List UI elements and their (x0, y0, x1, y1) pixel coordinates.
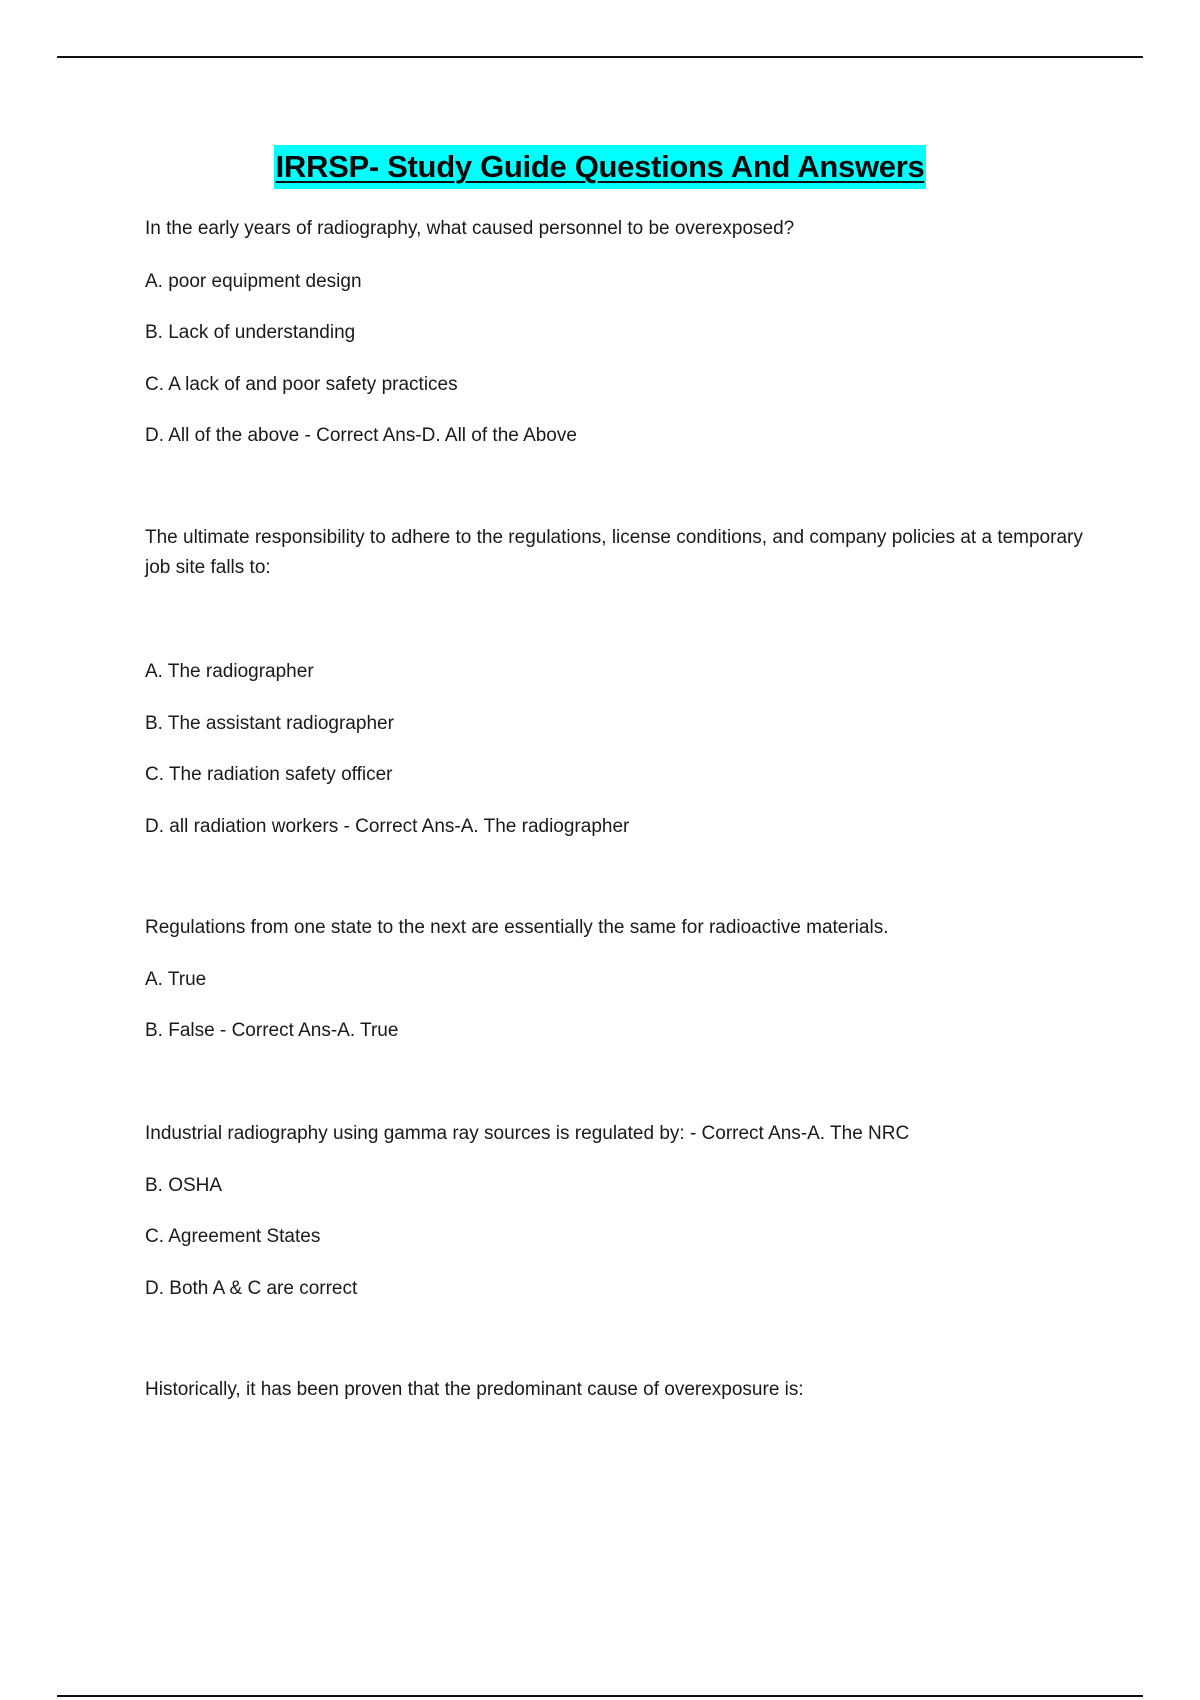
question-1-option-d: D. All of the above - Correct Ans-D. All of the Above (145, 425, 577, 446)
question-2-option-c: C. The radiation safety officer (145, 764, 393, 785)
document-title: IRRSP- Study Guide Questions And Answers (274, 145, 927, 189)
question-3-option-b: B. False - Correct Ans-A. True (145, 1020, 399, 1041)
question-1: In the early years of radiography, what caused personnel to be overexposed? (145, 218, 795, 239)
question-1-option-c: C. A lack of and poor safety practices (145, 374, 458, 395)
question-3-option-a: A. True (145, 969, 207, 990)
question-2-option-d: D. all radiation workers - Correct Ans-A. The radiographer (145, 816, 630, 837)
question-1-option-a: A. poor equipment design (145, 271, 362, 292)
question-4-option-d: D. Both A & C are correct (145, 1278, 358, 1299)
question-5: Historically, it has been proven that the predominant cause of overexposure is: (145, 1379, 804, 1400)
question-3: Regulations from one state to the next are essentially the same for radioactive materials. (145, 917, 889, 938)
question-4: Industrial radiography using gamma ray sources is regulated by: - Correct Ans-A. The NRC (145, 1123, 910, 1144)
top-rule (57, 56, 1143, 58)
question-2-option-b: B. The assistant radiographer (145, 713, 394, 734)
question-2: The ultimate responsibility to adhere to the regulations, license conditions, and company policies at a temporary job site falls to: (145, 527, 1083, 578)
title-block (0, 145, 1200, 189)
question-4-option-b: B. OSHA (145, 1175, 223, 1196)
question-4-option-c: C. Agreement States (145, 1226, 321, 1247)
question-2-option-a: A. The radiographer (145, 661, 314, 682)
question-1-option-b: B. Lack of understanding (145, 322, 356, 343)
bottom-rule (57, 1695, 1143, 1697)
